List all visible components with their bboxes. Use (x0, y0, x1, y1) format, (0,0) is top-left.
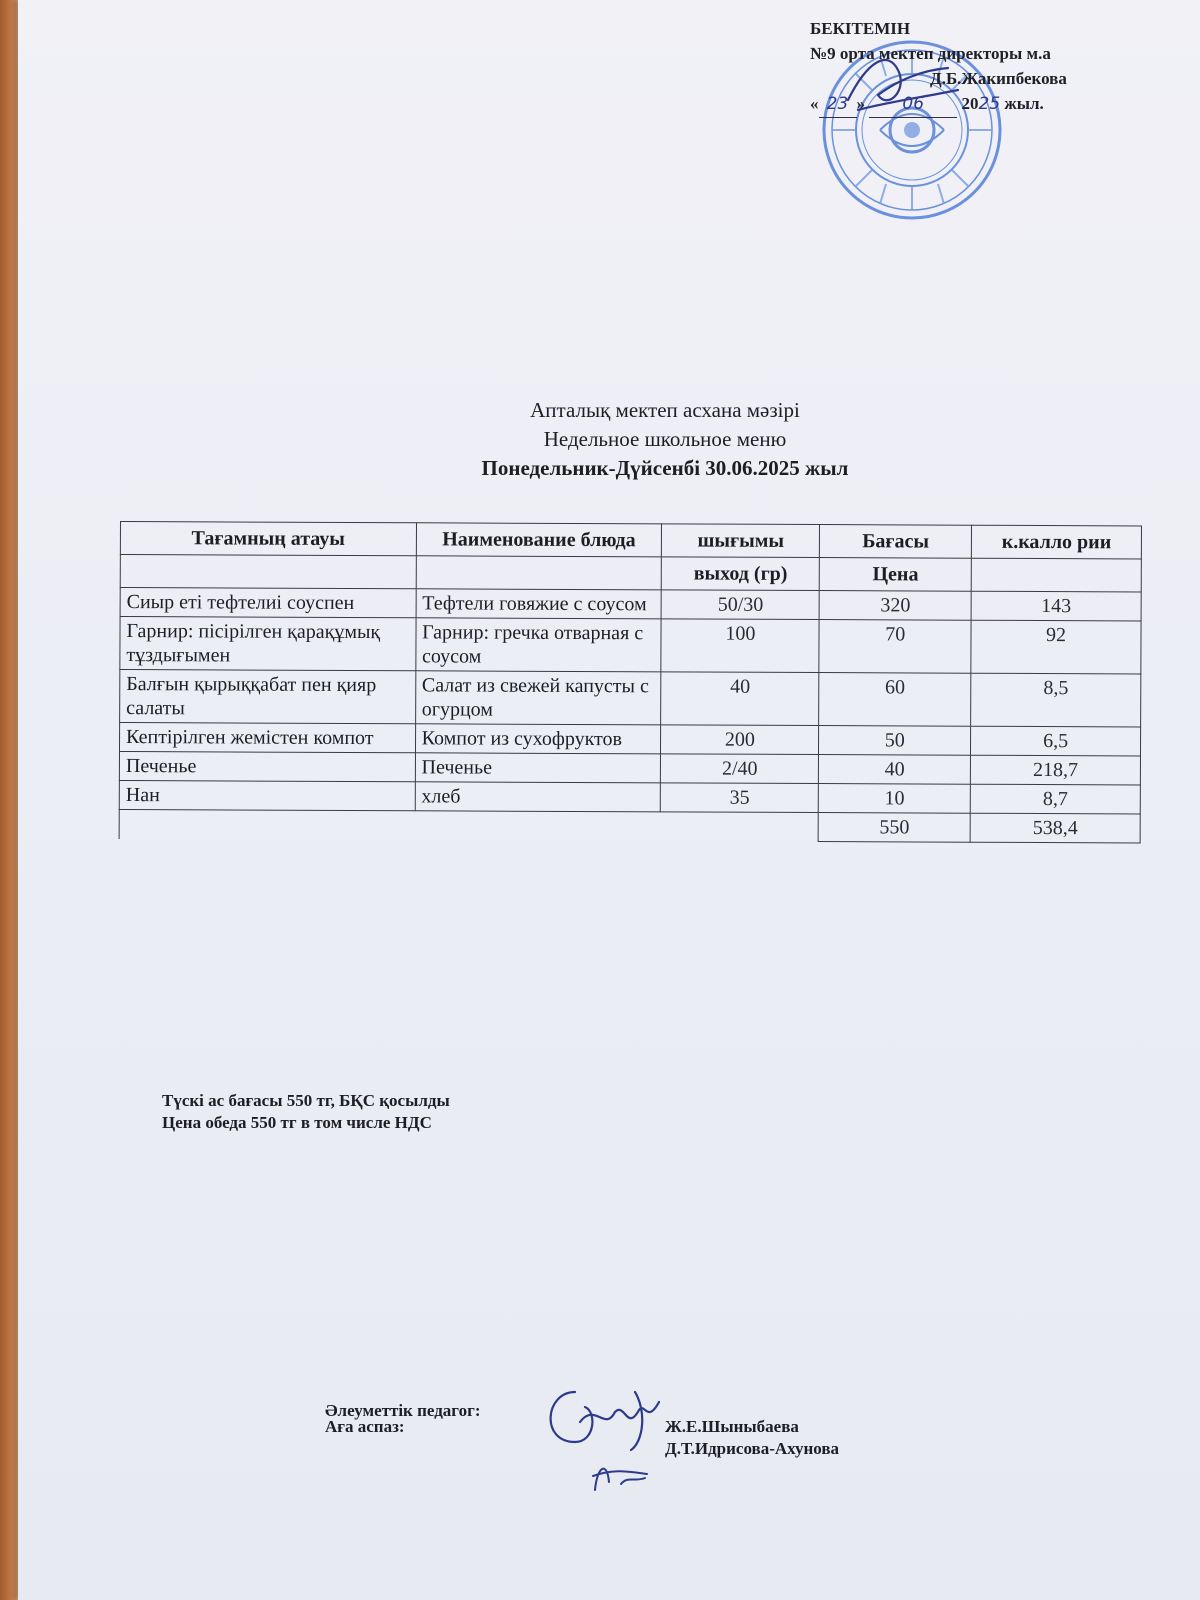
approval-day: 23 (819, 92, 857, 118)
dish-name-kz: Балғын қырыққабат пен қияр салаты (120, 670, 416, 724)
signatures-block (325, 1400, 965, 1460)
person-social-pedagogue: Ж.Е.Шыныбаева (665, 1417, 799, 1436)
header-price-ru: Цена (820, 558, 972, 592)
dish-price: 60 (819, 673, 971, 727)
header-yield-ru: выход (гр) (662, 557, 820, 591)
dish-price: 320 (819, 591, 971, 621)
dish-name-ru: Гарнир: гречка отварная с соусом (415, 618, 661, 672)
dish-yield: 200 (661, 725, 819, 755)
title-kz: Апталық мектеп асхана мәзірі (530, 398, 800, 422)
dish-price: 70 (819, 620, 971, 674)
approval-year-suffix: 25 (978, 94, 1001, 114)
table-subheader-row (120, 555, 1141, 592)
header-yield-kz: шығымы (662, 524, 820, 558)
dish-name-ru: Печенье (415, 753, 661, 783)
dish-kcal: 8,7 (970, 784, 1140, 814)
price-note (162, 1090, 450, 1134)
total-price: 550 (818, 813, 970, 843)
dish-name-ru: Компот из сухофруктов (415, 724, 661, 754)
approval-month: 06 (869, 92, 957, 118)
dish-yield: 50/30 (662, 590, 820, 620)
dish-yield: 100 (661, 619, 819, 673)
price-note-kz: Түскі ас бағасы 550 тг, БҚС қосылды (162, 1091, 450, 1110)
dish-kcal: 218,7 (971, 755, 1141, 785)
dish-kcal: 6,5 (971, 726, 1141, 756)
table-row (120, 588, 1141, 621)
dish-kcal: 143 (971, 591, 1141, 621)
title-ru: Недельное школьное меню (543, 427, 787, 451)
total-kcal: 538,4 (970, 813, 1140, 843)
approval-year-prefix: 20 (961, 94, 979, 113)
signature-row (325, 1416, 965, 1460)
dish-price: 50 (819, 726, 971, 756)
dish-name-kz: Гарнир: пісірілген қарақұмық тұздығымен (120, 617, 416, 671)
role-head-cook: Аға аспаз: (325, 1417, 405, 1436)
approval-year-word: жыл. (1004, 94, 1044, 113)
dish-kcal: 8,5 (971, 673, 1141, 727)
dish-price: 40 (819, 755, 971, 785)
dish-name-ru: Салат из свежей капусты с огурцом (415, 671, 661, 725)
approval-date (810, 91, 1170, 118)
role-social-pedagogue: Әлеуметтік педагог: (325, 1401, 481, 1420)
approval-director-name: Д.Б.Жакипбекова (930, 69, 1067, 88)
dish-name-ru: Тефтели говяжие с соусом (416, 589, 662, 619)
total-empty (119, 809, 818, 841)
header-name-kz: Тағамның атауы (120, 522, 416, 556)
dish-name-kz: Кептірілген жемістен компот (119, 723, 415, 753)
subheader-empty (971, 558, 1141, 592)
header-kcal: к.калло рии (971, 525, 1141, 559)
header-price-kz: Бағасы (820, 525, 972, 559)
table-row (119, 780, 1140, 813)
dish-name-kz: Нан (119, 780, 415, 810)
dish-yield: 2/40 (661, 754, 819, 784)
dish-name-ru: хлеб (415, 782, 661, 812)
table-header-row (120, 522, 1141, 559)
table-row (120, 670, 1141, 727)
header-name-ru: Наименование блюда (416, 523, 662, 557)
subheader-empty (120, 555, 416, 589)
dish-yield: 40 (661, 672, 819, 726)
title-day: Понедельник-Дүйсенбі 30.06.2025 жыл (481, 456, 849, 480)
table-row (120, 617, 1141, 674)
table-total-row (119, 809, 1140, 842)
price-note-ru: Цена обеда 550 тг в том числе НДС (162, 1113, 432, 1132)
dish-name-kz: Печенье (119, 752, 415, 782)
menu-table (119, 521, 1142, 843)
approval-close-quote: » (856, 94, 865, 113)
menu-title-block (0, 396, 1200, 483)
approval-open-quote: « (810, 94, 819, 113)
table-row (119, 723, 1140, 756)
dish-price: 10 (819, 784, 971, 814)
table-row (119, 752, 1140, 785)
approval-position: №9 орта мектеп директоры м.а (810, 44, 1051, 63)
approval-block (810, 16, 1170, 118)
person-head-cook: Д.Т.Идрисова-Ахунова (665, 1439, 840, 1458)
dish-kcal: 92 (971, 620, 1141, 674)
dish-name-kz: Сиыр еті тефтелиі соуспен (120, 588, 416, 618)
dish-yield: 35 (661, 783, 819, 813)
subheader-empty (416, 556, 662, 590)
approval-header: БЕКІТЕМІН (810, 19, 911, 38)
